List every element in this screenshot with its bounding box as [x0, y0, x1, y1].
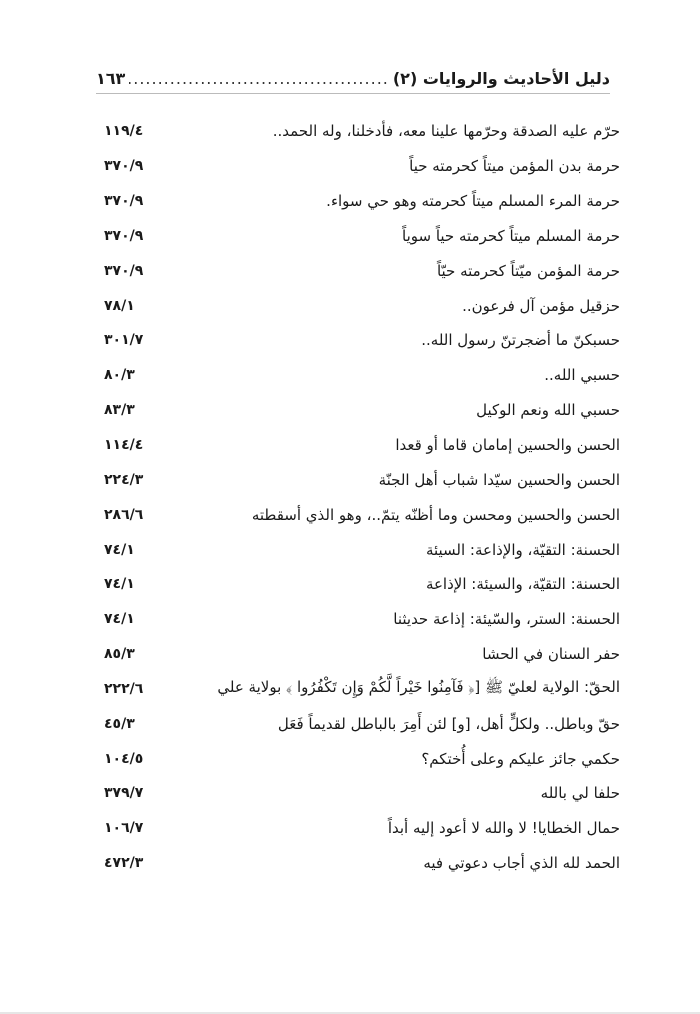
entry-text: حلفا لي بالله	[540, 784, 620, 803]
index-entry	[96, 114, 620, 149]
entry-reference: ٧٤/١	[104, 541, 135, 558]
header-title: دليل الأحاديث والروايات (٢)	[392, 69, 610, 88]
index-entry	[96, 358, 620, 393]
index-entry	[96, 184, 620, 219]
entry-reference: ٢٢٢/٦	[104, 680, 144, 697]
index-entry	[96, 846, 620, 881]
entry-text: الحسنة: التقيّة، والسيئة: الإذاعة	[425, 575, 620, 594]
entry-text: الحقّ: الولاية لعليّ ﷺ [﴿ فَآمِنُوا خَيْراً لَّكُمْ وَإِن تَكْفُرُوا ﴾ بولاية علي	[217, 677, 620, 696]
entry-reference: ٢٢٤/٣	[104, 471, 144, 488]
index-entry	[96, 811, 620, 846]
header-rule	[96, 93, 610, 94]
entry-text: حرمة المسلم ميتاً كحرمته حياً سوياً	[402, 226, 620, 245]
entry-reference: ١١٩/٤	[104, 123, 144, 140]
entry-text: الحسن والحسين إمامان قاما أو قعدا	[395, 436, 620, 455]
entry-text: حرمة المؤمن ميّتاً كحرمته حيّاً	[436, 261, 620, 280]
entry-text: الحسن والحسين ومحسن وما أظنّه يتمّ..، وهو الذي أسقطته	[251, 505, 620, 524]
entry-reference: ٨٣/٣	[104, 402, 135, 419]
entry-reference: ٨٠/٣	[104, 367, 135, 384]
entry-reference: ٤٧٢/٣	[104, 855, 144, 872]
entry-text: حفر السنان في الحشا	[482, 645, 620, 664]
entry-text: الحسن والحسين سيّدا شباب أهل الجنّة	[378, 470, 620, 489]
entry-text: حقّ وباطل.. ولكلٍّ أهل، [و] لئن أَمِرَ بالباطل لقديماً فَعَل	[277, 714, 620, 733]
index-entry	[96, 462, 620, 497]
entry-reference: ٧٤/١	[104, 576, 135, 593]
entry-reference: ٣٧٩/٧	[104, 785, 144, 802]
entry-reference: ٣٧٠/٩	[104, 193, 144, 210]
entry-text: الحمد لله الذي أجاب دعوتي فيه	[423, 854, 620, 873]
running-header	[96, 62, 610, 88]
entry-text: حرمة بدن المؤمن ميتاً كحرمته حياً	[409, 157, 620, 176]
entry-reference: ٢٨٦/٦	[104, 506, 144, 523]
index-entry	[96, 567, 620, 602]
entry-reference: ٣٠١/٧	[104, 332, 144, 349]
entry-text: حكمي جائز عليكم وعلى أُختكم؟	[421, 749, 620, 768]
entry-text: حسبكنّ ما أضجرتنّ رسول الله..	[421, 331, 620, 350]
entry-reference: ١٠٤/٥	[104, 750, 144, 767]
index-entry	[96, 602, 620, 637]
index-entry	[96, 323, 620, 358]
entry-text: الحسنة: الستر، والسّيئة: إذاعة حديثنا	[393, 610, 620, 629]
index-entry	[96, 428, 620, 463]
index-entry	[96, 532, 620, 567]
entry-reference: ٤٥/٣	[104, 715, 135, 732]
entry-text: حرّم عليه الصدقة وحرّمها علينا معه، فأدخلنا، وله الحمد..	[272, 122, 620, 141]
index-entry	[96, 393, 620, 428]
entry-reference: ٣٧٠/٩	[104, 158, 144, 175]
index-entry	[96, 253, 620, 288]
index-entry	[96, 497, 620, 532]
index-entry	[96, 149, 620, 184]
entry-reference: ٧٤/١	[104, 611, 135, 628]
entry-reference: ١٠٦/٧	[104, 820, 144, 837]
index-entry	[96, 776, 620, 811]
entry-reference: ١١٤/٤	[104, 437, 144, 454]
page-number: ١٦٣	[96, 69, 126, 88]
index-entry	[96, 706, 620, 741]
index-entry	[96, 219, 620, 254]
index-list	[96, 114, 620, 881]
entry-text: حسبي الله ونعم الوكيل	[476, 401, 620, 420]
entry-reference: ٣٧٠/٩	[104, 227, 144, 244]
index-entry	[96, 741, 620, 776]
entry-text: حمال الخطايا! لا والله لا أعود إليه أبداً	[387, 819, 620, 838]
entry-reference: ٨٥/٣	[104, 646, 135, 663]
entry-text: حسبي الله..	[544, 366, 620, 385]
entry-reference: ٧٨/١	[104, 297, 135, 314]
entry-text: حزقيل مؤمن آل فرعون..	[462, 296, 620, 315]
entry-text: حرمة المرء المسلم ميتاً كحرمته وهو حي سواء.	[326, 192, 620, 211]
entry-reference: ٣٧٠/٩	[104, 262, 144, 279]
entry-text: الحسنة: التقيّة، والإذاعة: السيئة	[425, 540, 620, 559]
leader-dots	[129, 69, 389, 88]
index-entry	[96, 637, 620, 672]
index-entry	[96, 288, 620, 323]
index-entry	[96, 672, 620, 707]
